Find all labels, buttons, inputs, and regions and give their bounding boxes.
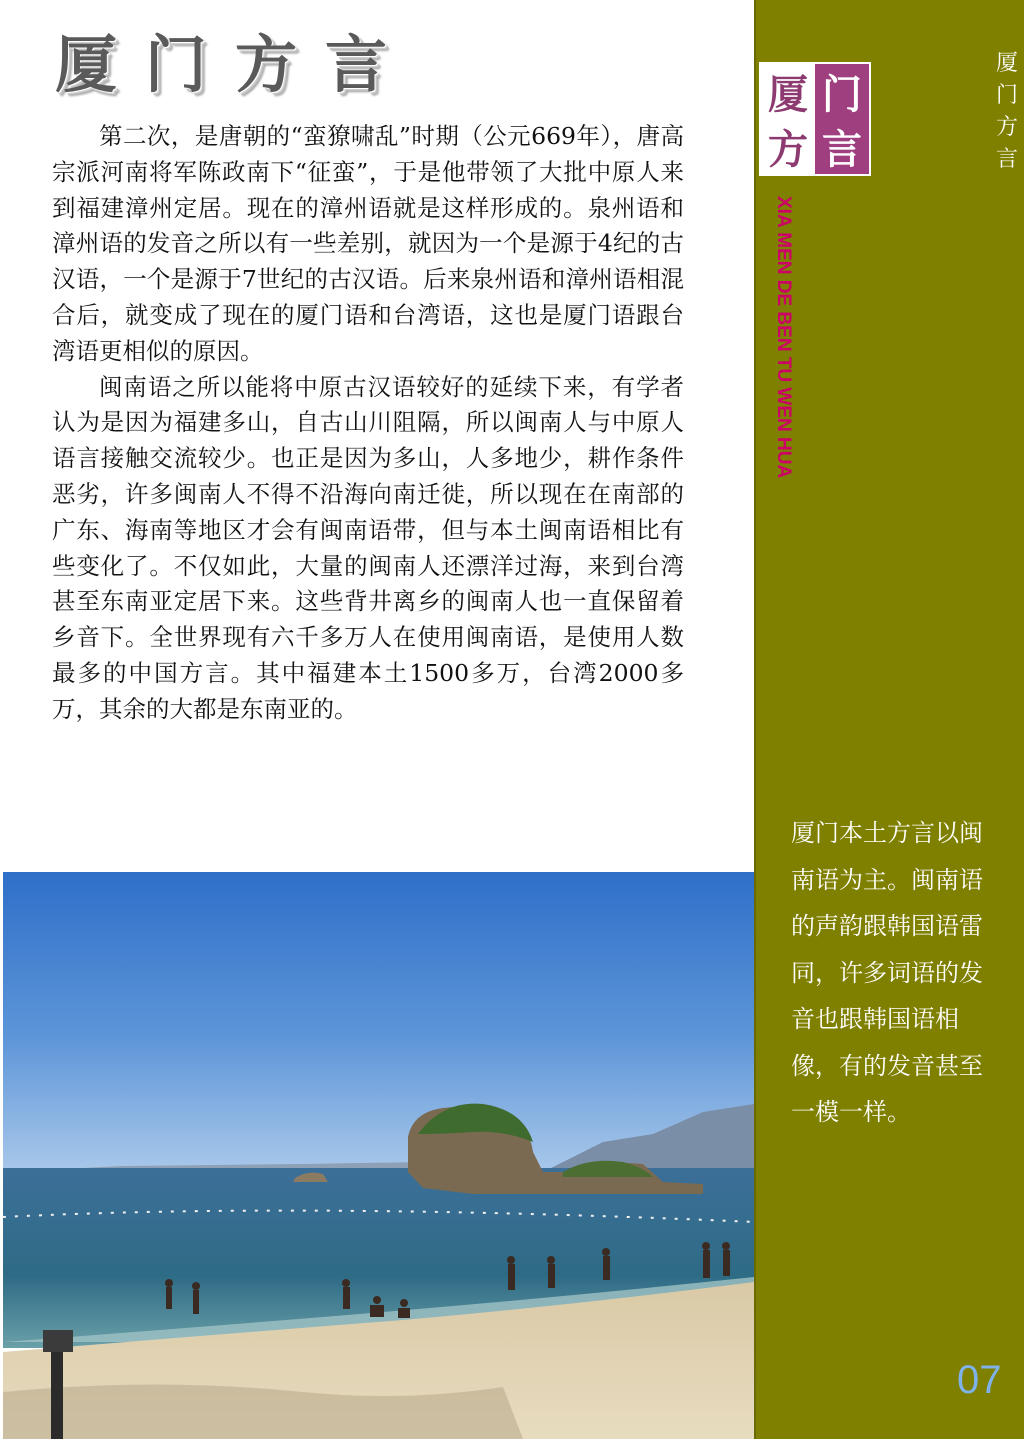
logo-char: 方: [761, 119, 815, 174]
sidebar: [754, 0, 1024, 1439]
beach-photo: [3, 872, 754, 1439]
logo-char: 厦: [761, 64, 815, 119]
vertical-title-char: 门: [995, 83, 1018, 108]
vertical-section-title: [995, 48, 1019, 176]
vertical-title-char: 厦: [995, 51, 1018, 76]
page-title-text: 厦门方言: [55, 28, 416, 101]
paragraph-2: 闽南语之所以能将中原古汉语较好的延续下来，有学者认为是因为福建多山，自古山川阻隔，所以闽南人与中原人语言接触交流较少。也正是因为多山，人多地少，耕作条件恶劣，许多闽南人不得不沿海向南迁徙，所以现在在南部的广东、海南等地区才会有闽南语带，但与本土闽南语相比有些变化了。不仅如此，大量的闽南人还漂洋过海，来到台湾甚至东南亚定居下来。这些背井离乡的闽南人也一直保留着乡音下。全世界现有六千多万人在使用闽南语，是使用人数最多的中国方言。其中福建本土1500多万，台湾2000多万，其余的大都是东南亚的。: [52, 372, 684, 723]
page-title: [55, 28, 515, 102]
vertical-title-char: 言: [995, 147, 1018, 172]
logo-block: [759, 62, 871, 176]
article-body: [52, 119, 684, 728]
vertical-title-char: 方: [995, 115, 1018, 140]
paragraph-1: 第二次，是唐朝的“蛮獠啸乱”时期（公元669年），唐高宗派河南将军陈政南下“征蛮”，于是他带领了大批中原人来到福建漳州定居。现在的漳州语就是这样形成的。泉州语和漳州语的发音之所以有一些差别，就因为一个是源于4纪的古汉语，一个是源于7世纪的古汉语。后来泉州语和漳州语相混合后，就变成了现在的厦门语和台湾语，这也是厦门语跟台湾语更相似的原因。: [52, 122, 684, 365]
pinyin-vertical-label: XIA MEN DE BEN TU WEN HUA: [773, 196, 794, 479]
logo-char: 门: [815, 64, 869, 119]
beach-photo-image: [3, 872, 754, 1439]
sidebar-note: 厦门本土方言以闽南语为主。闽南语的声韵跟韩国语雷同，许多词语的发音也跟韩国语相像，有的发音甚至一模一样。: [791, 819, 983, 1126]
logo-char: 言: [815, 119, 869, 174]
page-number: 07: [957, 1358, 1002, 1402]
